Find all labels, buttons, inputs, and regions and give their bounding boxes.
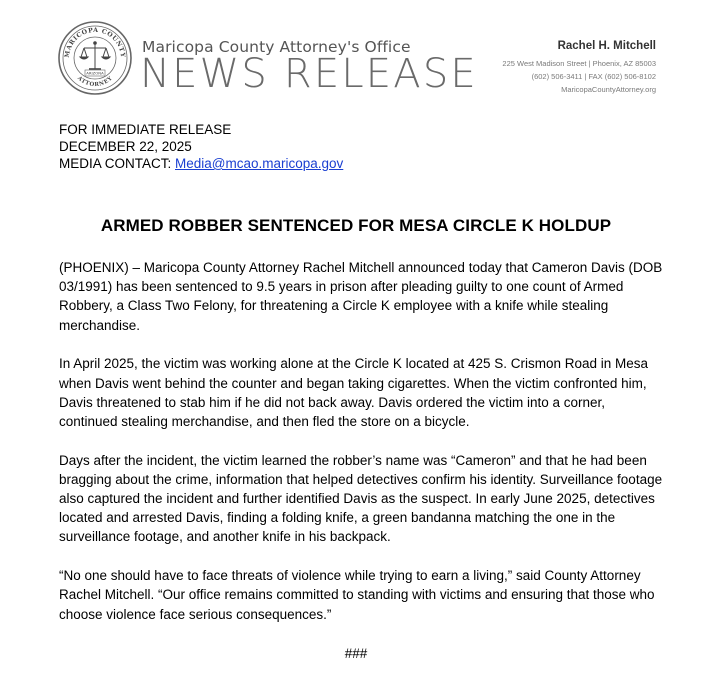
attorney-name: Rachel H. Mitchell (557, 40, 656, 52)
office-website: MaricopaCountyAttorney.org (561, 85, 656, 94)
press-release-headline: ARMED ROBBER SENTENCED FOR MESA CIRCLE K HOLDUP (100, 216, 612, 235)
seal-bottom-text: ATTORNEY (75, 75, 115, 89)
contact-block (502, 40, 656, 96)
release-meta (59, 121, 343, 172)
office-phones: (602) 506-3411 | FAX (602) 506-8102 (531, 72, 656, 81)
seal-ribbon-text: ARIZONA (86, 70, 104, 76)
media-contact-email-link[interactable]: Media@mcao.maricopa.gov (175, 156, 344, 171)
news-release-banner: NEWS RELEASE (140, 51, 478, 97)
county-attorney-seal (57, 20, 133, 96)
paragraph: In April 2025, the victim was working alone at the Circle K located at 425 S. Crismon Road in Mesa when Davis went behind the counter and began taking cigarettes. When the victim confronted him, Davis threatened to stab him if he did not back away. Davis ordered the victim into a corner, continued stealing merchandise, and then fled the store on a bicycle. (59, 356, 649, 429)
release-date: DECEMBER 22, 2025 (59, 139, 192, 154)
office-address: 225 West Madison Street | Phoenix, AZ 85003 (502, 59, 656, 68)
paragraph: “No one should have to face threats of violence while trying to earn a living,” said County Attorney Rachel Mitchell. “Our office remains committed to standing with victims and ensuring that those who choose violence face serious consequences.” (59, 568, 655, 622)
office-name: Maricopa County Attorney's Office (142, 38, 411, 56)
end-mark: ### (344, 646, 368, 661)
media-contact-label: MEDIA CONTACT: (59, 156, 176, 171)
media-contact (59, 155, 343, 172)
scales-icon (80, 42, 110, 69)
release-body (59, 258, 664, 643)
paragraph: (PHOENIX) – Maricopa County Attorney Rachel Mitchell announced today that Cameron Davis (DOB 03/1991) has been sentenced to 9.5 years in prison after pleading guilty to one count of Armed Robbery, a Class Two Felony, for threatening a Circle K employee with a knife while stealing merchandise. (59, 260, 663, 333)
seal-top-text: MARICOPA COUNTY (63, 26, 127, 59)
svg-text:ATTORNEY (75, 75, 114, 88)
release-type: FOR IMMEDIATE RELEASE (59, 122, 232, 137)
paragraph: Days after the incident, the victim learned the robber’s name was “Cameron” and that he had been bragging about the crime, information that helped detectives confirm his identity. Surveillance footage also captured the incident and further identified Davis as the suspect. In early June 2025, detectives located and arrested Davis, finding a folding knife, a green bandanna matching the one in the surveillance footage, and another knife in his backpack. (59, 452, 663, 545)
